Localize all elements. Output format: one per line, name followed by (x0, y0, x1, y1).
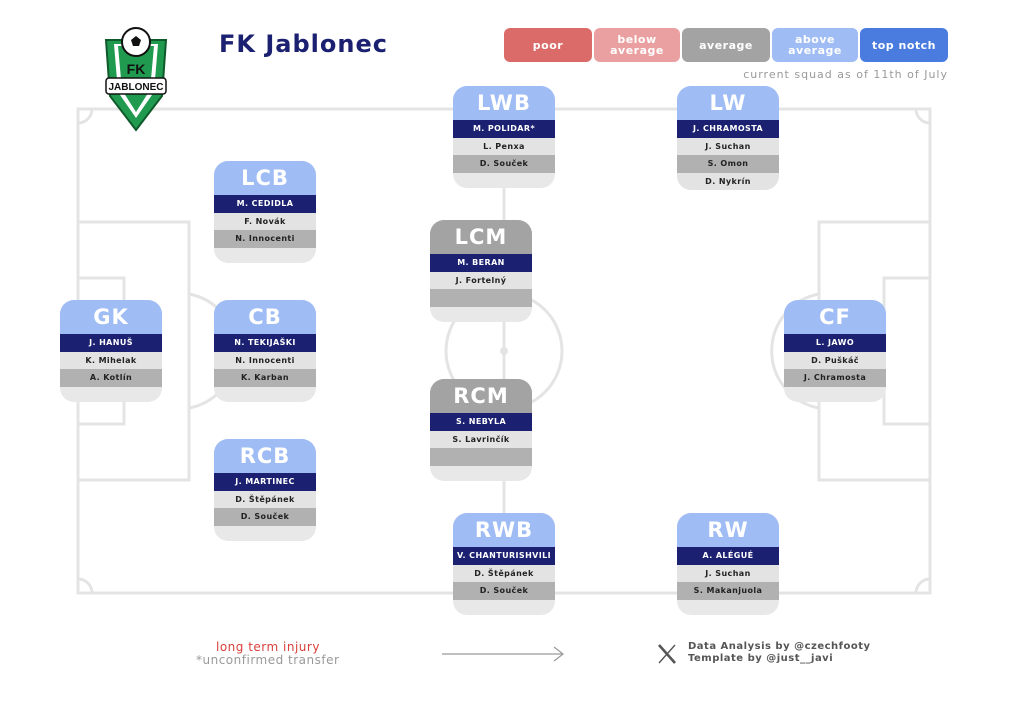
starter-name: M. CEDIDLA (214, 195, 316, 213)
backup-name: S. Omon (677, 155, 779, 173)
starter-name: J. CHRAMOSTA (677, 120, 779, 138)
legend-label: average (699, 38, 753, 52)
injury-legend-note: long term injury (216, 640, 320, 654)
legend-average (682, 28, 770, 62)
starter-name: A. ALÉGUÉ (677, 547, 779, 565)
backup-name: S. Makanjuola (677, 582, 779, 600)
corner-arc-tr (916, 109, 930, 123)
backup-name: J. Suchan (677, 138, 779, 156)
backup-name: S. Lavrinčík (430, 431, 532, 449)
transfer-legend-note: *unconfirmed transfer (196, 653, 340, 667)
backup-name: D. Souček (453, 582, 555, 600)
backup-name: D. Souček (214, 508, 316, 526)
position-card-lcb (214, 161, 316, 263)
starter-name: V. CHANTURISHVILI (453, 547, 555, 565)
position-card-rcm (430, 379, 532, 481)
backup-name: J. Fortelný (430, 272, 532, 290)
corner-arc-bl (78, 579, 92, 593)
position-card-lw (677, 86, 779, 190)
position-card-gk (60, 300, 162, 402)
credit-analysis: Data Analysis by @czechfooty (688, 641, 871, 652)
starter-name: N. TEKIJAŠKI (214, 334, 316, 352)
backup-name (430, 448, 532, 466)
backup-name: F. Novák (214, 213, 316, 231)
team-title: FK Jablonec (219, 30, 388, 58)
legend-label: top notch (871, 38, 937, 52)
position-label: LW (677, 86, 779, 120)
position-card-rcb (214, 439, 316, 541)
legend-label: below average (610, 33, 664, 57)
starter-name: J. MARTINEC (214, 473, 316, 491)
legend-poor (504, 28, 592, 62)
backup-name: D. Nykrín (677, 173, 779, 191)
backup-name: K. Mihelak (60, 352, 162, 370)
backup-name: D. Štěpánek (453, 565, 555, 583)
backup-name (430, 289, 532, 307)
backup-name: N. Innocenti (214, 352, 316, 370)
starter-name: M. POLIDAR* (453, 120, 555, 138)
position-label: RWB (453, 513, 555, 547)
position-label: GK (60, 300, 162, 334)
crest-text-bottom: JABLONEC (108, 82, 164, 93)
position-card-rw (677, 513, 779, 615)
crest-text-top: FK (126, 61, 146, 77)
starter-name: J. HANUŠ (60, 334, 162, 352)
position-card-rwb (453, 513, 555, 615)
backup-name: D. Štěpánek (214, 491, 316, 509)
position-label: CB (214, 300, 316, 334)
legend-below-average (594, 28, 680, 62)
backup-name: D. Puškáč (784, 352, 886, 370)
corner-arc-tl (78, 109, 92, 123)
backup-name: K. Karban (214, 369, 316, 387)
backup-name: J. Suchan (677, 565, 779, 583)
squad-date-note: current squad as of 11th of July (743, 68, 948, 81)
position-label: LCM (430, 220, 532, 254)
position-card-cf (784, 300, 886, 402)
legend-label: above average (788, 33, 842, 57)
position-card-lcm (430, 220, 532, 322)
backup-name: N. Innocenti (214, 230, 316, 248)
legend-top-notch (860, 28, 948, 62)
position-card-lwb (453, 86, 555, 188)
position-card-cb (214, 300, 316, 402)
position-label: LWB (453, 86, 555, 120)
center-spot (500, 347, 508, 355)
backup-name: A. Kotlín (60, 369, 162, 387)
position-label: RCM (430, 379, 532, 413)
credit-template: Template by @just__javi (688, 653, 834, 664)
position-label: RW (677, 513, 779, 547)
legend-above-average (772, 28, 858, 62)
right-goal-box (884, 278, 930, 424)
position-label: RCB (214, 439, 316, 473)
backup-name: L. Penxa (453, 138, 555, 156)
corner-arc-br (916, 579, 930, 593)
team-crest-logo (104, 26, 168, 132)
backup-name: J. Chramosta (784, 369, 886, 387)
starter-name: S. NEBYLA (430, 413, 532, 431)
attack-direction-arrow-icon (442, 645, 566, 663)
backup-name: D. Souček (453, 155, 555, 173)
starter-name: M. BERAN (430, 254, 532, 272)
position-label: LCB (214, 161, 316, 195)
x-logo-icon (656, 643, 678, 665)
starter-name: L. JAWO (784, 334, 886, 352)
position-label: CF (784, 300, 886, 334)
legend-label: poor (532, 38, 564, 52)
